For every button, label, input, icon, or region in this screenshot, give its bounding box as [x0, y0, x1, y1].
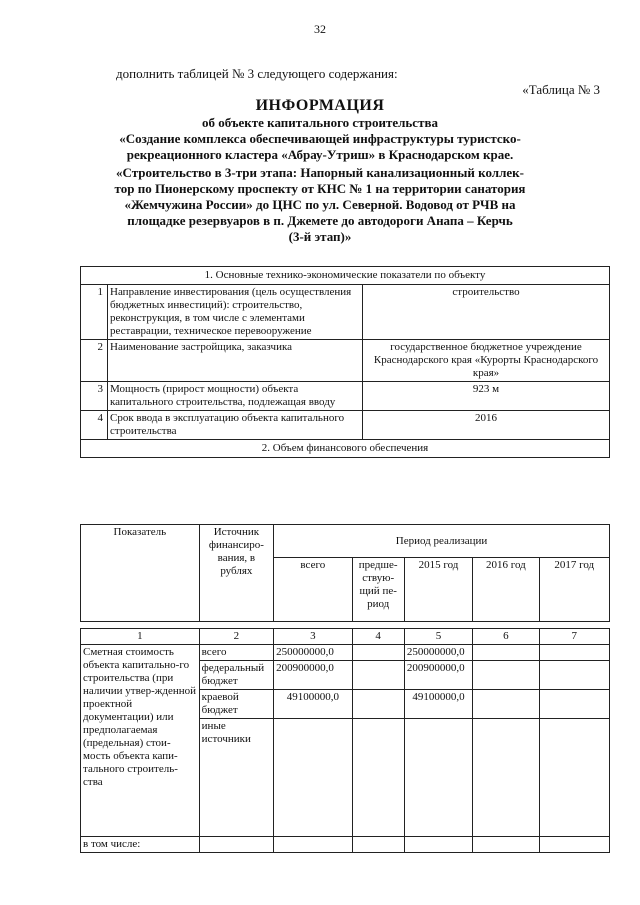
total-cell: 49100000,0 [274, 690, 352, 719]
source-cell: федеральный бюджет [199, 661, 273, 690]
previous-cell [352, 661, 404, 690]
previous-cell [352, 690, 404, 719]
col-number: 2 [199, 629, 273, 645]
total-cell: 200900000,0 [274, 661, 352, 690]
table-row [81, 382, 610, 411]
stage-line-5: (3-й этап)» [288, 229, 352, 244]
header-source: Источник финансиро-вания, в рублях [199, 525, 273, 622]
financing-table [80, 524, 610, 853]
source-cell: краевой бюджет [199, 690, 273, 719]
col-number: 1 [81, 629, 200, 645]
row-value: 923 м [363, 382, 610, 411]
project-line-2: рекреационного кластера «Абрау-Утриш» в Краснодарском крае. [126, 147, 514, 162]
y2017-cell [539, 690, 609, 719]
y2015-cell: 200900000,0 [404, 661, 472, 690]
row-label: Направление инвестирования (цель осуществления бюджетных инвестиций): строительство, реконструкция, в том числе с элементами реставрации, техническое перевооружение [108, 285, 363, 340]
header-2017: 2017 год [539, 558, 609, 622]
header-indicator: Показатель [81, 525, 200, 622]
col-number: 7 [539, 629, 609, 645]
stage-line-2: тор по Пионерскому проспекту от КНС № 1 на территории санатория [114, 181, 526, 196]
stage-line-3: «Жемчужина России» до ЦНС по ул. Северной. Водовод от РЧВ на [124, 197, 516, 212]
intro-text: дополнить таблицей № 3 следующего содержания: [116, 66, 398, 81]
col-number: 4 [352, 629, 404, 645]
heading-subtitle: об объекте капитального строительства [202, 115, 438, 130]
row-number: 1 [81, 285, 108, 340]
page-number: 32 [314, 22, 326, 36]
row-value: государственное бюджетное учреждение Краснодарского края «Курорты Краснодарского края» [363, 340, 610, 382]
row-number: 4 [81, 411, 108, 440]
indicators-table [80, 266, 610, 458]
row-label: Мощность (прирост мощности) объекта капитального строительства, подлежащая вводу [108, 382, 363, 411]
header-2016: 2016 год [473, 558, 539, 622]
row-label: Срок ввода в эксплуатацию объекта капитального строительства [108, 411, 363, 440]
row-value: 2016 [363, 411, 610, 440]
previous-cell [352, 719, 404, 837]
header-period: Период реализации [274, 525, 610, 558]
stage-line-4: площадке резервуаров в п. Джемете до автодороги Анапа – Керчь [127, 213, 513, 228]
y2015-cell: 250000000,0 [404, 645, 472, 661]
source-cell: иные источники [199, 719, 273, 837]
y2016-cell [473, 690, 539, 719]
indicator-cell: Сметная стоимость объекта капитально-го строительства (при наличии утвер-жденной проектной документации) или предполагаемая (предельная) стои-мость объекта капи-тального строитель-ства [81, 645, 200, 837]
y2017-cell [539, 661, 609, 690]
row-value: строительство [363, 285, 610, 340]
y2016-cell [473, 719, 539, 837]
row-number: 2 [81, 340, 108, 382]
table-row [81, 411, 610, 440]
previous-cell [352, 645, 404, 661]
header-2015: 2015 год [404, 558, 472, 622]
header-previous: предше-ствую-щий пе-риод [352, 558, 404, 622]
col-number: 5 [404, 629, 472, 645]
y2015-cell: 49100000,0 [404, 690, 472, 719]
y2017-cell [539, 719, 609, 837]
section1-title: 1. Основные технико-экономические показатели по объекту [81, 267, 610, 285]
col-number: 6 [473, 629, 539, 645]
heading-title: ИНФОРМАЦИЯ [255, 97, 385, 114]
table-row [81, 645, 610, 661]
header-total: всего [274, 558, 352, 622]
y2016-cell [473, 645, 539, 661]
document-heading [70, 96, 570, 245]
table-row [81, 837, 610, 853]
y2017-cell [539, 645, 609, 661]
source-cell: всего [199, 645, 273, 661]
row-number: 3 [81, 382, 108, 411]
stage-line-1: «Строительство в 3-три этапа: Напорный канализационный коллек- [116, 165, 524, 180]
table-label: «Таблица № 3 [522, 82, 600, 97]
total-cell: 250000000,0 [274, 645, 352, 661]
project-line-1: «Создание комплекса обеспечивающей инфраструктуры туристско- [119, 131, 521, 146]
y2016-cell [473, 661, 539, 690]
total-cell [274, 719, 352, 837]
y2015-cell [404, 719, 472, 837]
section2-title: 2. Объем финансового обеспечения [81, 440, 610, 458]
col-number: 3 [274, 629, 352, 645]
row-label: Наименование застройщика, заказчика [108, 340, 363, 382]
last-row-label: в том числе: [81, 837, 200, 853]
column-numbers-row [81, 629, 610, 645]
table-row [81, 340, 610, 382]
table-row [81, 285, 610, 340]
